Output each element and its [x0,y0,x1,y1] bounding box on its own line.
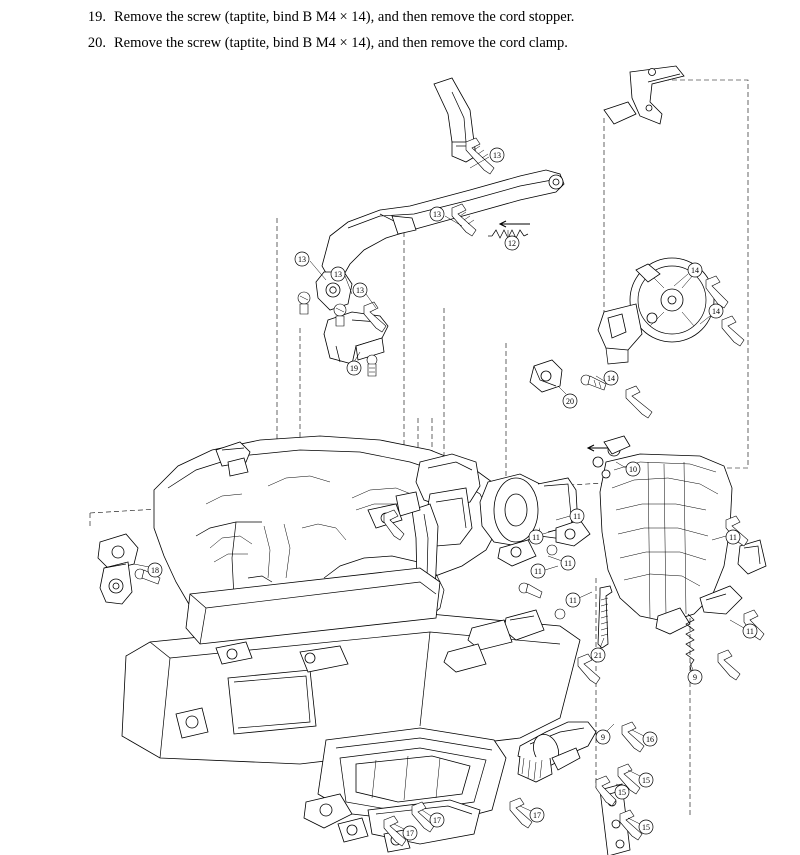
callout-label: 21 [594,651,602,660]
callout [148,563,162,577]
callout [530,808,544,822]
callout-label: 11 [573,512,581,521]
callout [596,730,610,744]
callout [615,785,629,799]
callout [743,624,757,638]
callout [353,283,367,297]
callout-label: 14 [691,266,699,275]
instruction-steps [0,4,800,56]
callout-label: 19 [350,364,358,373]
callout-label: 11 [569,596,577,605]
callout [604,371,618,385]
callout-label: 17 [533,811,541,820]
callout [561,556,575,570]
callout-label: 16 [646,735,654,744]
callout-label: 18 [151,566,159,575]
callout [626,462,640,476]
callout [505,236,519,250]
callout [643,732,657,746]
step-number: 20. [87,35,106,51]
cord-clamp-part [530,360,562,392]
callout-label: 9 [693,673,697,682]
callout [563,394,577,408]
direction-arrows [500,221,616,451]
machine-bed-base [122,568,580,764]
callout-label: 11 [532,533,540,542]
callout-label: 15 [642,776,650,785]
callout [347,361,361,375]
callout-label: 15 [618,788,626,797]
step-number: 19. [87,9,106,25]
callout-label: 20 [566,397,574,406]
callout-label: 11 [534,567,542,576]
callout [529,530,543,544]
callout [688,263,702,277]
callout [331,267,345,281]
callout [490,148,504,162]
top-bracket-arm [604,66,684,124]
step-text: Remove the screw (taptite, bind B M4 × 14), and then remove the cord clamp. [114,35,568,51]
callout [709,304,723,318]
callout-label: 14 [712,307,720,316]
callout-label: 13 [493,151,501,160]
callout [639,820,653,834]
left-cord-clamp [98,534,138,604]
callout [403,826,417,840]
callout-label: 13 [433,210,441,219]
callout [591,648,605,662]
callout-label: 17 [433,816,441,825]
callout [531,564,545,578]
callout-label: 10 [629,465,637,474]
callout-label: 15 [642,823,650,832]
callout-label: 11 [564,559,572,568]
callout [430,813,444,827]
instruction-step [0,30,800,56]
long-screw-21 [598,586,612,648]
instruction-step [0,4,800,30]
callout [295,252,309,266]
callout-label: 9 [601,733,605,742]
callout-label: 11 [746,627,754,636]
callout [430,207,444,221]
callout [688,670,702,684]
callout [726,530,740,544]
callout [566,593,580,607]
exploded-diagram [0,58,800,855]
callout [570,509,584,523]
callout-label: 13 [356,286,364,295]
callout-label: 13 [298,255,306,264]
callout-label: 11 [729,533,737,542]
callout-label: 12 [508,239,516,248]
callout-label: 14 [607,374,615,383]
step-text: Remove the screw (taptite, bind B M4 × 14), and then remove the cord stopper. [114,9,575,25]
diagram-canvas [0,58,800,855]
callout-label: 17 [406,829,414,838]
callout [639,773,653,787]
callout-label: 13 [334,270,342,279]
